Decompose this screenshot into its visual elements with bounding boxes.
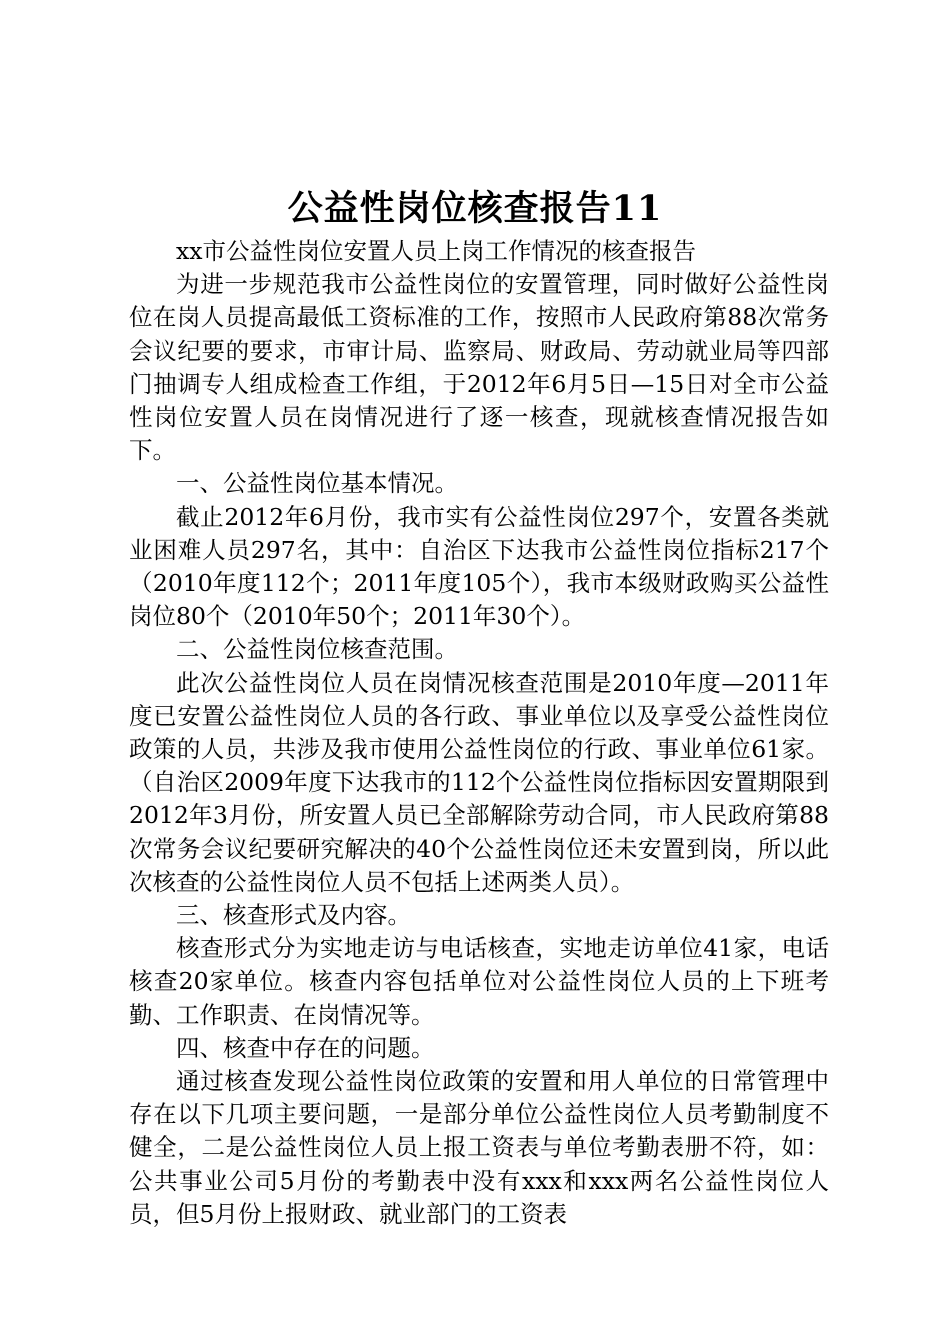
subtitle-paragraph: xx市公益性岗位安置人员上岗工作情况的核查报告 [176, 237, 697, 265]
body-paragraph: 核查形式分为实地走访与电话核查，实地走访单位41家，电话核查20家单位。核查内容包括单位对公益性岗位人员的上下班考勤、工作职责、在岗情况等。 [129, 934, 829, 1029]
body-paragraph: 为进一步规范我市公益性岗位的安置管理，同时做好公益性岗位在岗人员提高最低工资标准的工作，按照市人民政府第88次常务会议纪要的要求，市审计局、监察局、财政局、劳动就业局等四部门抽调专人组成检查工作组，于2012年6月5日—15日对全市公益性岗位安置人员在岗情况进行了逐一核查，现就核查情况报告如下。 [129, 270, 829, 465]
body-paragraph: 此次公益性岗位人员在岗情况核查范围是2010年度—2011年度已安置公益性岗位人员的各行政、事业单位以及享受公益性岗位政策的人员，共涉及我市使用公益性岗位的行政、事业单位61家。（自治区2009年度下达我市的112个公益性岗位指标因安置期限到2012年3月份，所安置人员已全部解除劳动合同，市人民政府第88次常务会议纪要研究解决的40个公益性岗位还未安置到岗，所以此次核查的公益性岗位人员不包括上述两类人员）。 [129, 668, 829, 896]
document-title: 公益性岗位核查报告11 [287, 188, 663, 229]
section-heading: 一、公益性岗位基本情况。 [176, 469, 458, 498]
section-heading: 三、核查形式及内容。 [176, 901, 411, 930]
body-paragraph: 截止2012年6月份，我市实有公益性岗位297个，安置各类就业困难人员297名，其中：自治区下达我市公益性岗位指标217个（2010年度112个；2011年度105个），我市本级财政购买公益性岗位80个（2010年50个；2011年30个）。 [129, 502, 829, 631]
body-paragraph: 通过核查发现公益性岗位政策的安置和用人单位的日常管理中存在以下几项主要问题，一是部分单位公益性岗位人员考勤制度不健全，二是公益性岗位人员上报工资表与单位考勤表册不符，如：公共事业公司5月份的考勤表中没有xxx和xxx两名公益性岗位人员，但5月份上报财政、就业部门的工资表 [129, 1067, 829, 1228]
section-heading: 四、核查中存在的问题。 [176, 1033, 435, 1062]
section-heading: 二、公益性岗位核查范围。 [176, 635, 458, 664]
document-body [129, 235, 829, 1231]
